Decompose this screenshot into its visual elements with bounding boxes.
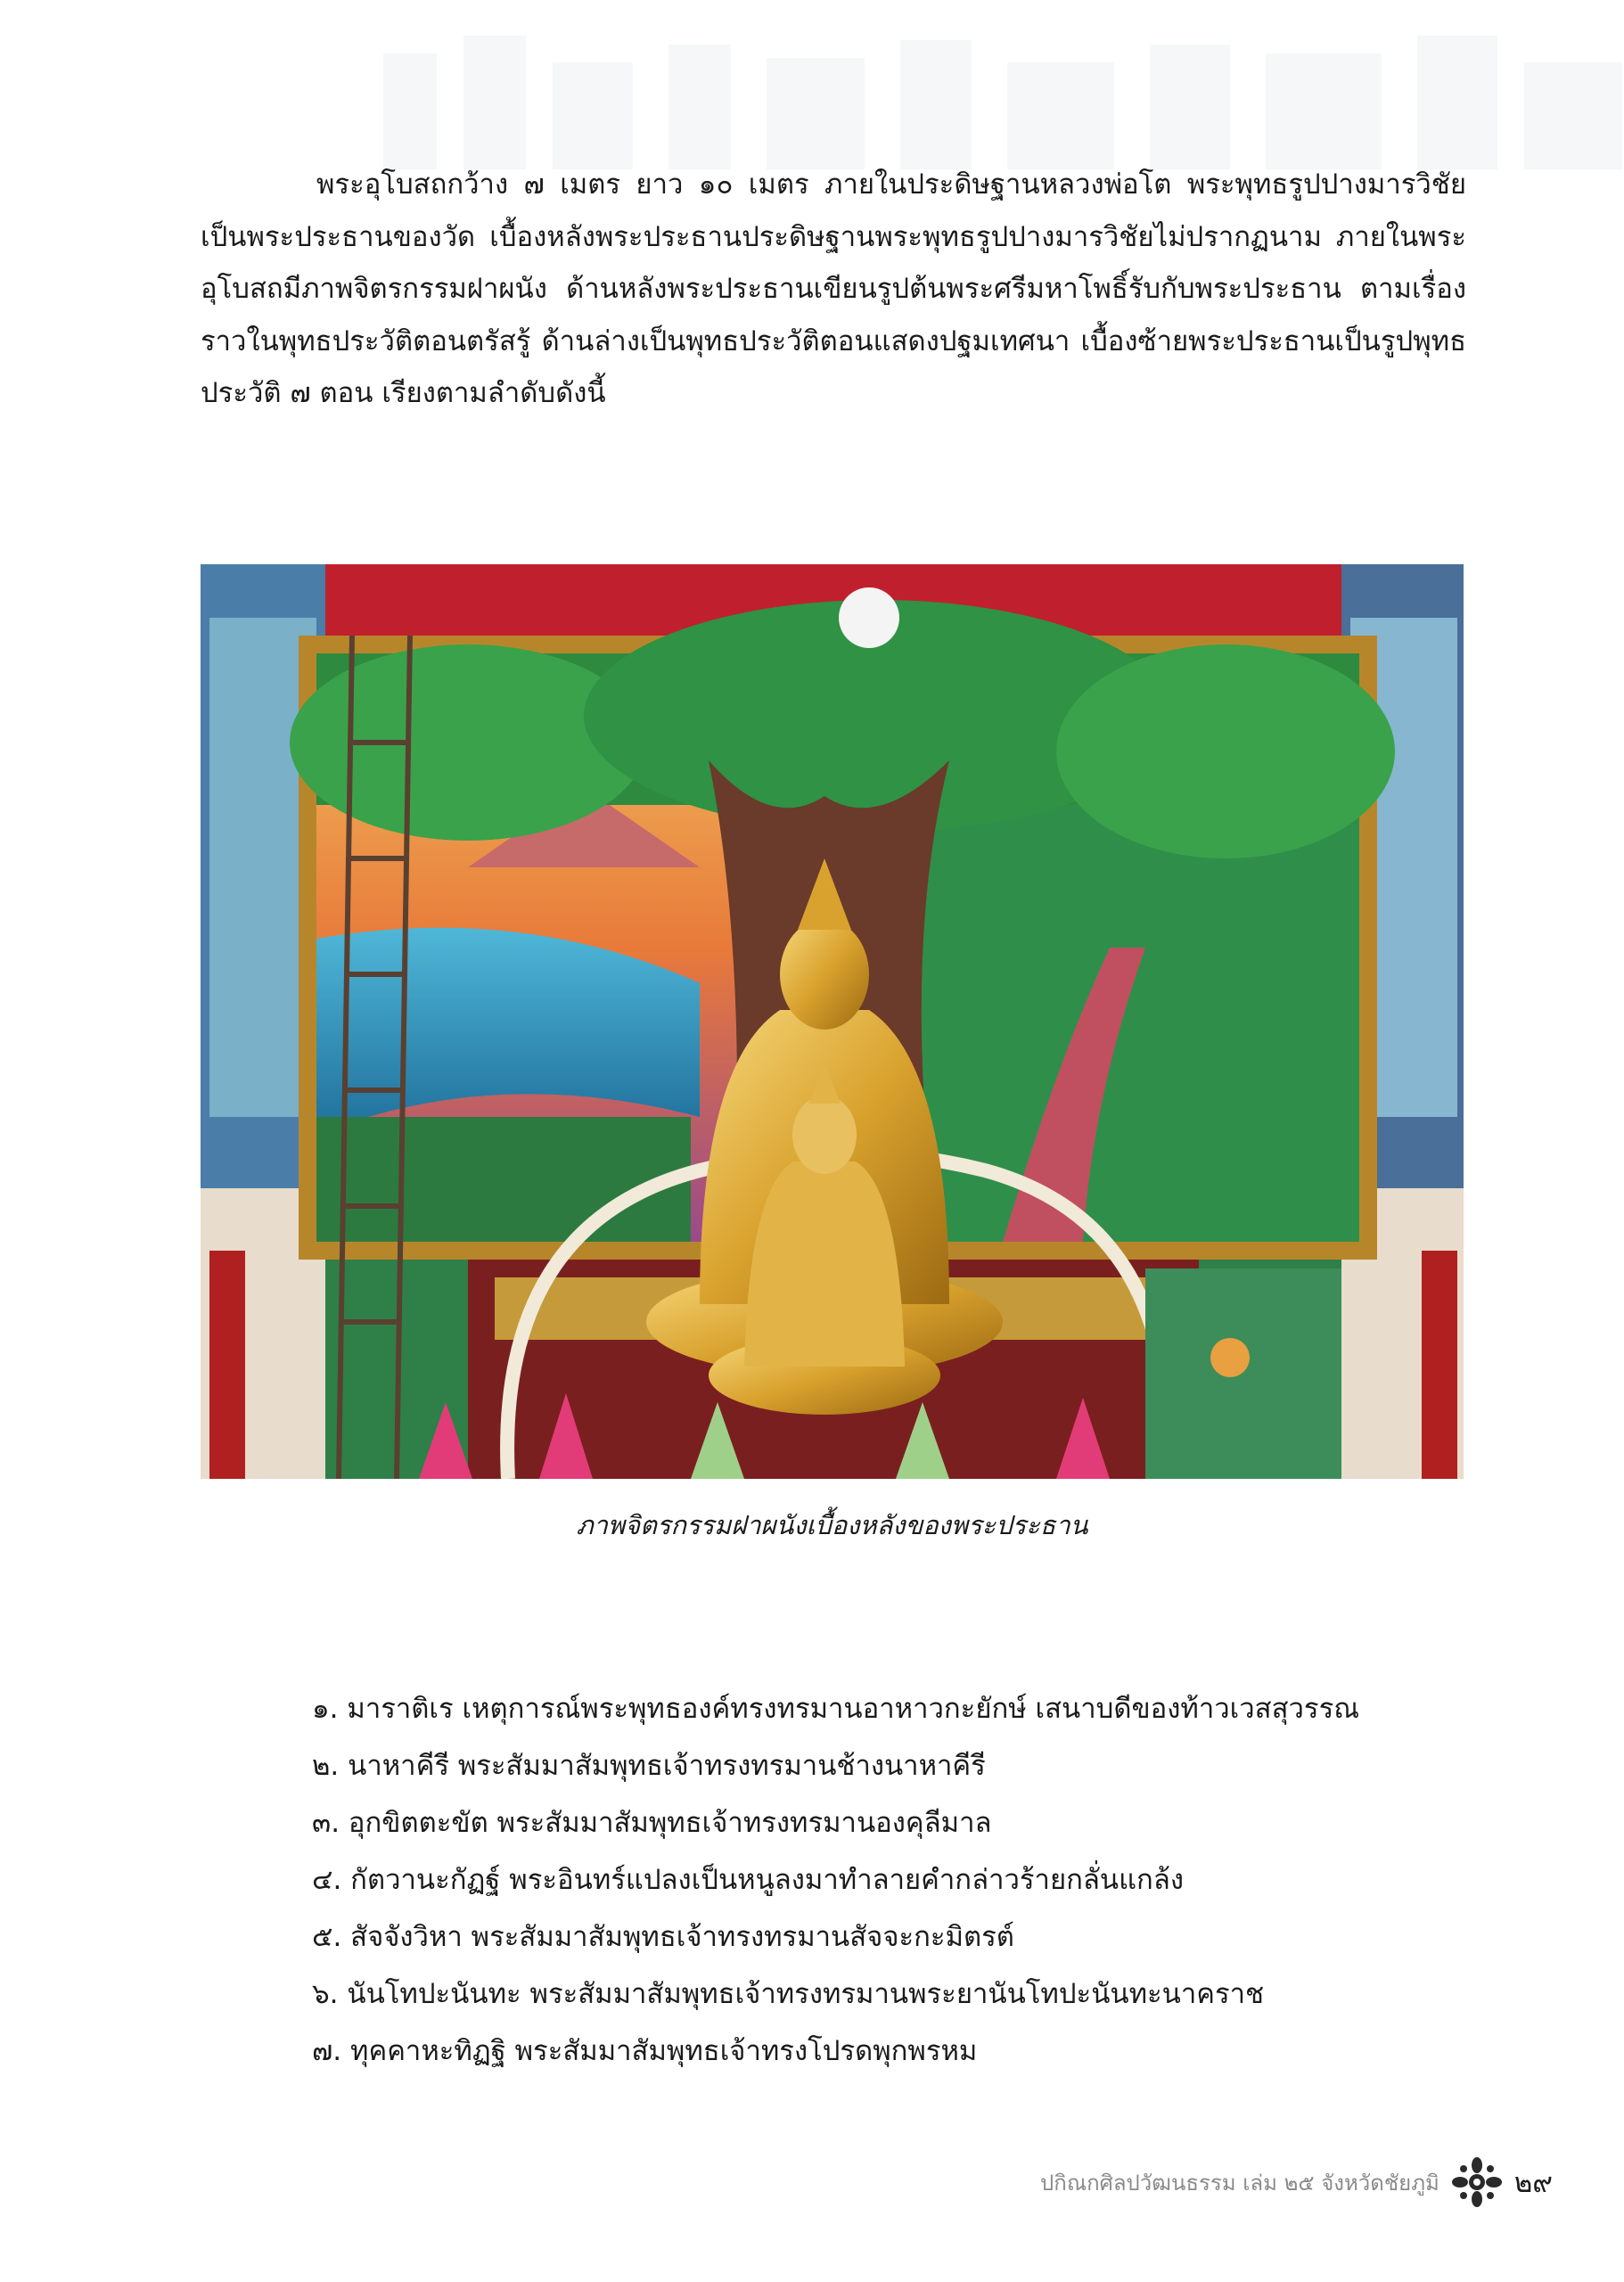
list-item: ๒. นาหาคีรี พระสัมมาสัมพุทธเจ้าทรงทรมานช้างนาหาคีรี xyxy=(312,1750,986,1782)
list-item: ๑. มาราติเร เหตุการณ์พระพุทธองค์ทรงทรมานอาหาวกะยักษ์ เสนาบดีของท้าวเวสสุวรรณ xyxy=(312,1693,1359,1725)
page-number: ๒๙ xyxy=(1513,2167,1553,2199)
list-item: ๖. นันโทปะนันทะ พระสัมมาสัมพุทธเจ้าทรงทรมานพระยานันโทปะนันทะนาคราช xyxy=(312,1978,1265,2010)
list-item: ๕. สัจจังวิหา พระสัมมาสัมพุทธเจ้าทรงทรมานสัจจะกะมิตรต์ xyxy=(312,1921,1014,1953)
list-item: ๗. ทุคคาหะทิฏฐิ พระสัมมาสัมพุทธเจ้าทรงโปรดพุกพรหม xyxy=(312,2035,978,2067)
list-item: ๓. อุกขิตตะขัต พระสัมมาสัมพุทธเจ้าทรงทรมานองคุลีมาล xyxy=(312,1807,992,1839)
figure-caption: ภาพจิตรกรรมฝาผนังเบื้องหลังของพระประธาน xyxy=(576,1510,1088,1540)
episode-list xyxy=(312,1680,1471,2080)
mural-illustration xyxy=(201,564,1464,1479)
temple-mural-photo xyxy=(201,564,1464,1479)
list-item: ๔. กัตวานะกัฏฐ์ พระอินทร์แปลงเป็นหนูลงมาทำลายคำกล่าวร้ายกลั่นแกล้ง xyxy=(312,1864,1184,1896)
header-watermark xyxy=(383,36,1622,169)
thai-floral-ornament-icon xyxy=(1452,2157,1502,2207)
intro-text: พระอุโบสถกว้าง ๗ เมตร ยาว ๑๐ เมตร ภายในประดิษฐานหลวงพ่อโต พระพุทธรูปปางมารวิชัย เป็นพระประธานของวัด เบื้องหลังพระประธานประดิษฐานพระพุทธรูปปางมารวิชัยไม่ปรากฏนาม ภายในพระอุโบสถมีภาพจิตรกรรมฝาผนัง ด้านหลังพระประธานเขียนรูปต้นพระศรีมหาโพธิ์รับกับพระประธาน ตามเรื่องราวในพุทธประวัติตอนตรัสรู้ ด้านล่างเป็นพุทธประวัติตอนแสดงปฐมเทศนา เบื้องซ้ายพระประธานเป็นรูปพุทธประวัติ ๗ ตอน เรียงตามลำดับดังนี้ xyxy=(201,168,1466,409)
footer-book-title: ปกิณกศิลปวัฒนธรรม เล่ม ๒๕ จังหวัดชัยภูมิ xyxy=(1040,2170,1439,2196)
page-footer xyxy=(1040,2155,1553,2209)
intro-paragraph xyxy=(201,159,1466,420)
